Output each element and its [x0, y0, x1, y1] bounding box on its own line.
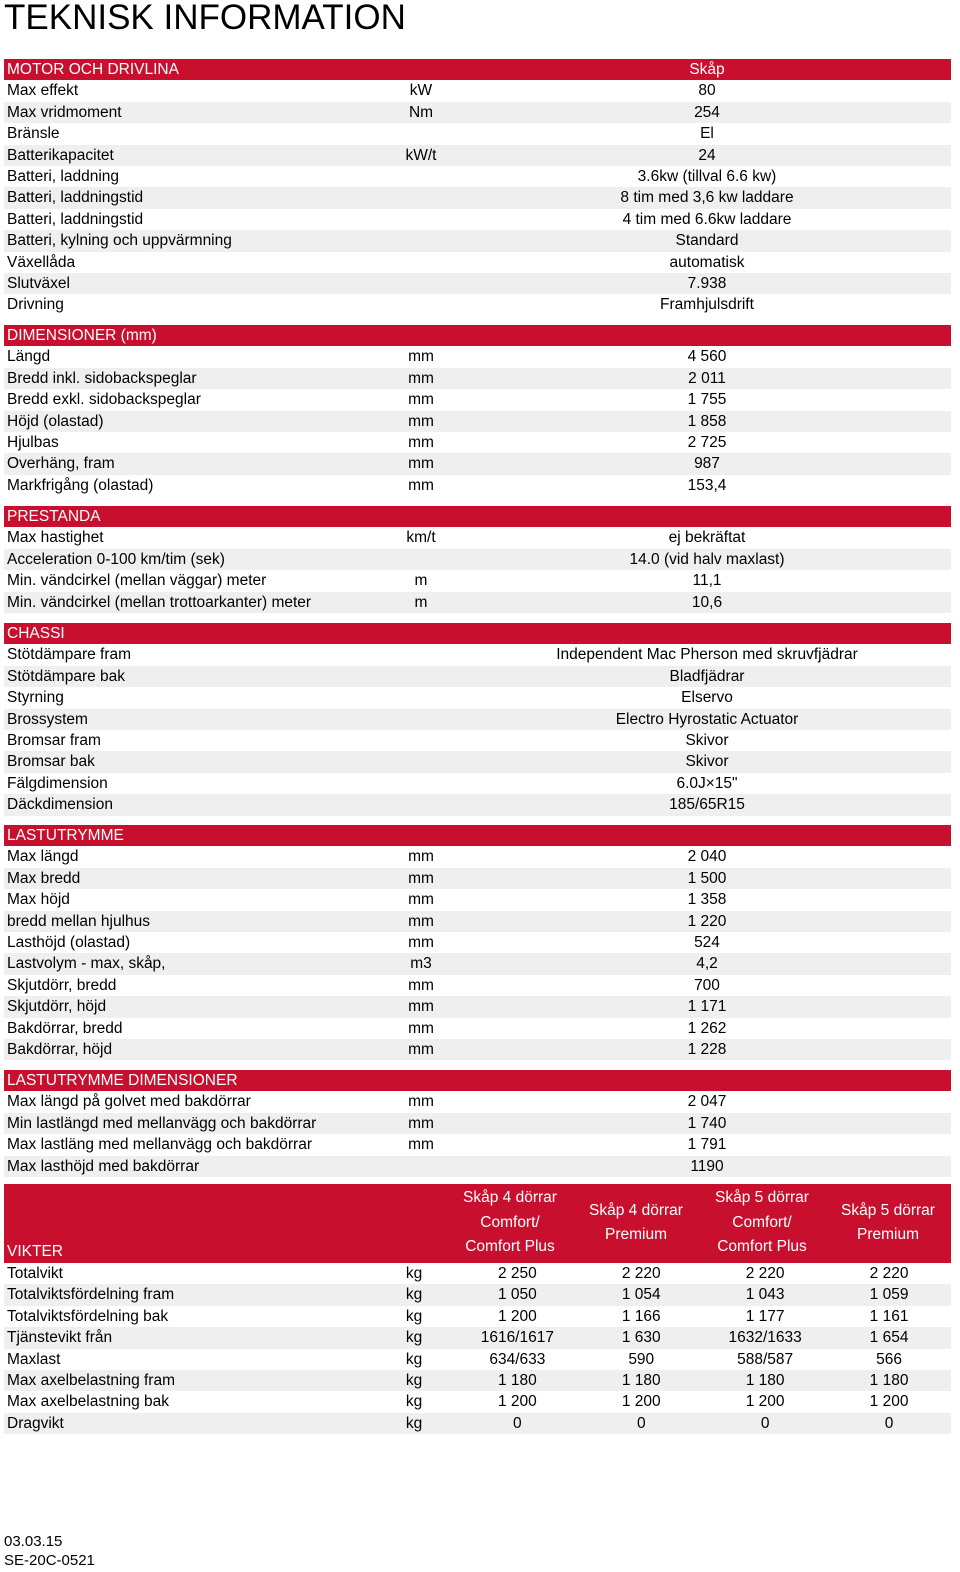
- table-row: [4, 1113, 951, 1134]
- row-label: Längd: [7, 348, 51, 366]
- row-label: Slutväxel: [7, 274, 70, 292]
- table-row: [4, 687, 951, 708]
- column-header-line: Skåp 4 dörrar: [463, 1189, 557, 1207]
- row-value: 1632/1633: [728, 1329, 802, 1347]
- row-value: 2 725: [687, 433, 727, 451]
- row-value: 634/633: [489, 1350, 546, 1368]
- row-value: 8 tim med 3,6 kw laddare: [620, 189, 794, 207]
- row-label: Markfrigång (olastad): [7, 476, 154, 494]
- row-label: Bränsle: [7, 125, 60, 143]
- table-row: [4, 1263, 951, 1284]
- row-value: 2 047: [687, 1093, 727, 1111]
- row-value: 1 358: [687, 891, 727, 909]
- table-row: [4, 1039, 951, 1060]
- row-value: 700: [694, 976, 720, 994]
- row-unit: kg: [405, 1307, 423, 1325]
- row-value: 1 043: [745, 1286, 785, 1304]
- row-value: 1 740: [687, 1114, 727, 1132]
- row-label: Bredd exkl. sidobackspeglar: [7, 391, 201, 409]
- table-row: [4, 1156, 951, 1177]
- row-value: 1 200: [869, 1393, 909, 1411]
- column-header-line: Comfort Plus: [465, 1238, 555, 1256]
- row-unit: kg: [405, 1371, 423, 1389]
- row-value: 1 200: [497, 1307, 537, 1325]
- table-row: [4, 730, 951, 751]
- table-row: [4, 1327, 951, 1348]
- table-row: [4, 794, 951, 815]
- page-title: TEKNISK INFORMATION: [4, 0, 406, 37]
- row-label: Min. vändcirkel (mellan väggar) meter: [7, 572, 267, 590]
- row-label: Maxlast: [7, 1350, 61, 1368]
- column-header-line: Skåp 4 dörrar: [589, 1201, 683, 1219]
- column-header: [573, 1184, 699, 1263]
- section-dimensioner: [4, 325, 951, 496]
- table-row: [4, 751, 951, 772]
- column-header-line: Comfort/: [732, 1213, 792, 1231]
- section-header: [4, 59, 951, 80]
- row-value: 1616/1617: [480, 1329, 554, 1347]
- row-unit: kg: [405, 1350, 423, 1368]
- row-unit: mm: [408, 412, 434, 430]
- section-header: [4, 825, 951, 846]
- table-row: [4, 187, 951, 208]
- row-unit: mm: [408, 1114, 434, 1132]
- row-value: 80: [698, 82, 716, 100]
- table-row: [4, 1284, 951, 1305]
- row-value: 1 228: [687, 1040, 727, 1058]
- section-lastutrymme-dimensioner: [4, 1070, 951, 1177]
- row-label: Lasthöjd (olastad): [7, 933, 131, 951]
- row-label: Max hastighet: [7, 529, 104, 547]
- row-label: Max lasthöjd med bakdörrar: [7, 1157, 200, 1175]
- row-value: 1 180: [745, 1371, 785, 1389]
- row-label: Max axelbelastning bak: [7, 1393, 169, 1411]
- table-row: [4, 932, 951, 953]
- row-value: Bladfjädrar: [669, 667, 745, 685]
- table-row: [4, 592, 951, 613]
- row-value: 153,4: [687, 476, 727, 494]
- row-value: Electro Hyrostatic Actuator: [615, 710, 799, 728]
- row-unit: mm: [408, 433, 434, 451]
- row-unit: mm: [408, 976, 434, 994]
- row-label: Max längd på golvet med bakdörrar: [7, 1093, 251, 1111]
- row-value: 2 220: [745, 1265, 785, 1282]
- row-label: Styrning: [7, 689, 64, 707]
- row-value: 6.0J×15": [676, 774, 738, 792]
- row-value: 1 054: [621, 1286, 661, 1304]
- table-row: [4, 123, 951, 144]
- table-row: [4, 80, 951, 101]
- row-label: Stötdämpare bak: [7, 667, 126, 685]
- row-label: Brossystem: [7, 710, 88, 728]
- table-row: [4, 145, 951, 166]
- row-unit: mm: [408, 455, 434, 473]
- row-value: 1 791: [687, 1136, 727, 1154]
- row-value: 1 220: [687, 912, 727, 930]
- row-value: 24: [698, 146, 716, 164]
- section-title: MOTOR OCH DRIVLINA: [7, 61, 179, 78]
- row-unit: m: [414, 593, 428, 611]
- row-unit: mm: [408, 348, 434, 366]
- row-label: Däckdimension: [7, 796, 113, 814]
- row-label: Bakdörrar, bredd: [7, 1019, 123, 1037]
- row-label: Växellåda: [7, 253, 76, 271]
- row-label: Min. vändcirkel (mellan trottoarkanter) meter: [7, 593, 312, 611]
- table-row: [4, 102, 951, 123]
- row-unit: mm: [408, 369, 434, 387]
- row-value: 566: [876, 1350, 902, 1368]
- row-value: 1 171: [687, 998, 727, 1016]
- row-value: 1 059: [869, 1286, 909, 1304]
- row-value: 1 177: [745, 1307, 785, 1325]
- row-label: Batteri, laddningstid: [7, 189, 144, 207]
- row-label: Acceleration 0-100 km/tim (sek): [7, 550, 225, 568]
- table-row: [4, 1134, 951, 1155]
- row-value: automatisk: [669, 253, 745, 271]
- table-row: [4, 475, 951, 496]
- table-row: [4, 549, 951, 570]
- row-value: 0: [636, 1414, 646, 1432]
- section-lastutrymme: [4, 825, 951, 1060]
- row-unit: kW/t: [405, 146, 437, 164]
- row-value: 1 180: [621, 1371, 661, 1389]
- row-value: 590: [628, 1350, 655, 1368]
- table-row: [4, 346, 951, 367]
- row-value: 2 220: [869, 1265, 909, 1282]
- column-header-line: Premium: [856, 1226, 919, 1243]
- row-value: Skivor: [685, 731, 729, 749]
- row-value: 1 180: [869, 1371, 909, 1389]
- row-label: Dragvikt: [7, 1414, 64, 1432]
- table-row: [4, 1349, 951, 1370]
- table-row: [4, 666, 951, 687]
- row-value: 14.0 (vid halv maxlast): [629, 550, 785, 568]
- row-value: 2 220: [621, 1265, 661, 1282]
- row-value: 987: [694, 455, 720, 473]
- row-label: Max vridmoment: [7, 103, 122, 121]
- table-row: [4, 1413, 951, 1434]
- table-row: [4, 527, 951, 548]
- row-label: Min lastlängd med mellanvägg och bakdörrar: [7, 1114, 317, 1132]
- table-row: [4, 868, 951, 889]
- row-value: 1 161: [869, 1307, 909, 1325]
- row-value: 1 200: [621, 1393, 661, 1411]
- row-value: 185/65R15: [669, 796, 745, 814]
- row-value: Standard: [675, 232, 739, 250]
- table-row: [4, 1306, 951, 1327]
- row-value: 1 654: [869, 1329, 909, 1347]
- row-unit: mm: [408, 869, 434, 887]
- section-header: [4, 1070, 951, 1091]
- row-unit: mm: [408, 1093, 434, 1111]
- table-row: [4, 953, 951, 974]
- table-row: [4, 252, 951, 273]
- row-label: Bromsar fram: [7, 731, 101, 749]
- row-label: Skjutdörr, höjd: [7, 998, 107, 1016]
- row-value: 10,6: [691, 593, 723, 611]
- row-unit: mm: [408, 476, 434, 494]
- table-row: [4, 846, 951, 867]
- row-label: Max axelbelastning fram: [7, 1371, 175, 1389]
- row-value: 11,1: [692, 572, 722, 590]
- table-row: [4, 1091, 951, 1112]
- column-header-line: Skåp 5 dörrar: [715, 1189, 809, 1207]
- row-value: El: [700, 125, 714, 143]
- section-title: CHASSI: [7, 625, 65, 642]
- section-title: VIKTER: [7, 1243, 63, 1260]
- table-row: [4, 273, 951, 294]
- vikter-header: [4, 1184, 951, 1263]
- table-row: [4, 570, 951, 591]
- section-title: DIMENSIONER (mm): [7, 327, 157, 344]
- table-row: [4, 996, 951, 1017]
- table-row: [4, 709, 951, 730]
- table-row: [4, 294, 951, 315]
- row-unit: kg: [405, 1414, 423, 1432]
- footer-code: SE-20C-0521: [4, 1552, 95, 1569]
- row-value: Independent Mac Pherson med skruvfjädrar: [556, 646, 858, 664]
- table-row: [4, 389, 951, 410]
- row-value: Skivor: [685, 753, 729, 771]
- table-row: [4, 1391, 951, 1412]
- column-header: Skåp: [689, 61, 725, 78]
- table-row: [4, 911, 951, 932]
- section-chassi: [4, 623, 951, 816]
- row-value: 2 250: [497, 1265, 537, 1282]
- row-value: 4 560: [687, 348, 727, 366]
- row-value: 254: [694, 103, 720, 121]
- row-value: 1 180: [497, 1371, 537, 1389]
- row-label: Max höjd: [7, 891, 70, 909]
- table-row: [4, 209, 951, 230]
- section-title: LASTUTRYMME: [7, 827, 124, 844]
- row-label: Hjulbas: [7, 433, 59, 451]
- section-header: [4, 506, 951, 527]
- row-unit: mm: [408, 1136, 434, 1154]
- row-unit: kg: [405, 1286, 423, 1304]
- section-vikter: [4, 1184, 951, 1434]
- footer-date: 03.03.15: [4, 1533, 63, 1550]
- row-value: 1 050: [497, 1286, 537, 1304]
- table-row: [4, 1018, 951, 1039]
- row-unit: mm: [408, 912, 434, 930]
- row-value: 1 200: [497, 1393, 537, 1411]
- row-value: Elservo: [681, 689, 733, 707]
- row-value: 1 500: [687, 869, 727, 887]
- row-unit: mm: [408, 1040, 434, 1058]
- row-unit: kW: [409, 82, 433, 100]
- row-value: 1 755: [687, 391, 727, 409]
- row-unit: mm: [408, 933, 434, 951]
- row-value: Framhjulsdrift: [660, 296, 754, 314]
- row-value: 3.6kw (tillval 6.6 kw): [637, 167, 777, 185]
- row-unit: mm: [408, 391, 434, 409]
- row-unit: Nm: [408, 103, 434, 121]
- column-header: [825, 1184, 951, 1263]
- row-label: Lastvolym - max, skåp,: [7, 955, 166, 973]
- table-row: [4, 644, 951, 665]
- section-title: LASTUTRYMME DIMENSIONER: [7, 1072, 238, 1089]
- row-unit: km/t: [406, 529, 436, 547]
- row-unit: mm: [408, 891, 434, 909]
- row-value: 1 630: [621, 1329, 661, 1347]
- row-label: Max lastläng med mellanvägg och bakdörrar: [7, 1136, 312, 1154]
- table-row: [4, 773, 951, 794]
- section-title: PRESTANDA: [7, 508, 101, 525]
- section-prestanda: [4, 506, 951, 613]
- row-unit: m: [414, 572, 428, 590]
- row-value: 0: [760, 1414, 770, 1432]
- row-value: ej bekräftat: [668, 529, 746, 547]
- table-row: [4, 453, 951, 474]
- section-header: [4, 325, 951, 346]
- row-value: 4 tim med 6.6kw laddare: [622, 210, 792, 228]
- row-unit: mm: [408, 998, 434, 1016]
- row-value: 524: [694, 933, 720, 951]
- column-header: [699, 1184, 825, 1263]
- row-value: 7.938: [687, 274, 727, 292]
- row-value: 1 262: [687, 1019, 727, 1037]
- table-row: [4, 411, 951, 432]
- row-unit: kg: [405, 1329, 423, 1347]
- row-unit: kg: [405, 1393, 423, 1411]
- row-label: Totalviktsfördelning fram: [7, 1286, 175, 1304]
- row-value: 2 040: [687, 848, 727, 866]
- row-label: Max bredd: [7, 869, 81, 887]
- row-label: Totalvikt: [7, 1265, 63, 1282]
- table-row: [4, 975, 951, 996]
- row-unit: mm: [408, 848, 434, 866]
- column-header-line: Skåp 5 dörrar: [841, 1201, 935, 1219]
- table-row: [4, 166, 951, 187]
- row-label: Overhäng, fram: [7, 455, 115, 473]
- row-label: bredd mellan hjulhus: [7, 912, 151, 930]
- table-row: [4, 230, 951, 251]
- table-row: [4, 889, 951, 910]
- row-label: Bakdörrar, höjd: [7, 1040, 113, 1058]
- table-row: [4, 368, 951, 389]
- row-label: Bromsar bak: [7, 753, 95, 771]
- row-value: 1190: [690, 1157, 724, 1175]
- row-label: Batteri, laddning: [7, 167, 120, 185]
- row-label: Höjd (olastad): [7, 412, 104, 430]
- row-label: Batteri, laddningstid: [7, 210, 144, 228]
- row-label: Fälgdimension: [7, 774, 108, 792]
- row-unit: kg: [405, 1265, 423, 1282]
- row-value: 0: [513, 1414, 522, 1432]
- row-value: 1 858: [687, 412, 727, 430]
- table-row: [4, 1370, 951, 1391]
- row-label: Totalviktsfördelning bak: [7, 1307, 169, 1325]
- row-value: 2 011: [688, 369, 726, 387]
- row-label: Batterikapacitet: [7, 146, 114, 164]
- row-label: Batteri, kylning och uppvärmning: [7, 232, 232, 250]
- row-label: Stötdämpare fram: [7, 646, 132, 664]
- row-label: Max effekt: [7, 82, 79, 100]
- row-value: 1 200: [745, 1393, 785, 1411]
- row-value: 1 166: [621, 1307, 661, 1325]
- section-header: [4, 623, 951, 644]
- row-label: Drivning: [7, 296, 64, 314]
- column-header-line: Premium: [604, 1226, 667, 1243]
- table-row: [4, 432, 951, 453]
- row-label: Tjänstevikt från: [7, 1329, 113, 1347]
- row-unit: mm: [408, 1019, 434, 1037]
- row-unit: m3: [410, 955, 432, 973]
- column-header-line: Comfort Plus: [717, 1238, 807, 1256]
- row-label: Bredd inkl. sidobackspeglar: [7, 369, 197, 387]
- row-value: 588/587: [737, 1350, 794, 1368]
- row-value: 0: [884, 1414, 894, 1432]
- column-header-line: Comfort/: [480, 1213, 540, 1231]
- section-motor-och-drivlina: [4, 59, 951, 316]
- row-label: Skjutdörr, bredd: [7, 976, 117, 994]
- row-label: Max längd: [7, 848, 79, 866]
- column-header: [447, 1184, 573, 1263]
- row-value: 4,2: [696, 955, 718, 973]
